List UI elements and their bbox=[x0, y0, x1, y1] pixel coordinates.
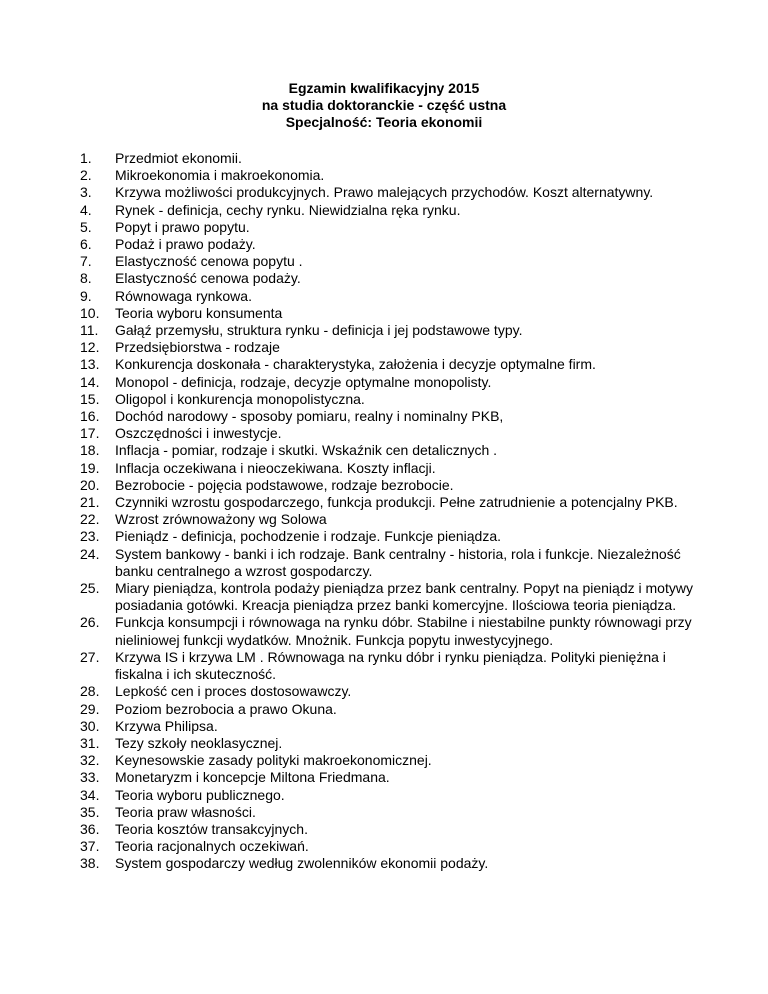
document-header bbox=[0, 80, 768, 131]
list-item-text: Pieniądz - definicja, pochodzenie i rodzaje. Funkcje pieniądza. bbox=[115, 528, 502, 545]
list-item bbox=[80, 752, 700, 769]
list-item bbox=[80, 511, 700, 528]
list-item bbox=[80, 855, 700, 872]
list-item-text: Krzywa Philipsa. bbox=[115, 717, 218, 734]
list-item-text: Czynniki wzrostu gospodarczego, funkcja produkcji. Pełne zatrudnienie a potencjalny PKB. bbox=[115, 494, 678, 511]
list-item bbox=[80, 184, 700, 201]
list-item-number: 36. bbox=[80, 820, 100, 837]
list-item-text: Gałąź przemysłu, struktura rynku - definicja i jej podstawowe typy. bbox=[115, 322, 523, 339]
list-item-number: 22. bbox=[80, 511, 100, 528]
list-item-text: Teoria kosztów transakcyjnych. bbox=[115, 820, 308, 837]
list-item-number: 6. bbox=[80, 236, 92, 253]
list-item-number: 23. bbox=[80, 528, 100, 545]
list-item bbox=[80, 253, 700, 270]
header-subtitle: na studia doktoranckie - część ustna bbox=[261, 97, 507, 113]
header-title: Egzamin kwalifikacyjny 2015 bbox=[288, 80, 480, 96]
list-item-number: 30. bbox=[80, 717, 100, 734]
list-item-text: Przedmiot ekonomii. bbox=[115, 150, 242, 166]
list-item bbox=[80, 769, 700, 786]
list-item bbox=[80, 735, 700, 752]
list-item-number: 15. bbox=[80, 390, 100, 407]
list-item bbox=[80, 270, 700, 287]
list-item bbox=[80, 821, 700, 838]
list-item-text: Bezrobocie - pojęcia podstawowe, rodzaje bezrobocie. bbox=[115, 476, 454, 493]
list-item bbox=[80, 477, 700, 494]
list-item-number: 17. bbox=[80, 425, 100, 442]
list-item-number: 35. bbox=[80, 803, 100, 820]
list-item bbox=[80, 425, 700, 442]
list-item bbox=[80, 649, 700, 683]
list-item-text: Miary pieniądza, kontrola podaży pieniądza przez bank centralny. Popyt na pieniądz i motywy posiadania gotówki. Kreacja pieniądza przez banki komercyjne. Ilościowa teoria pieniądza. bbox=[115, 580, 693, 614]
list-item-text: Monetaryzm i koncepcje Miltona Friedmana. bbox=[115, 769, 390, 786]
list-item bbox=[80, 546, 700, 580]
list-item-number: 37. bbox=[80, 838, 100, 855]
list-item-text: Inflacja oczekiwana i nieoczekiwana. Koszty inflacji. bbox=[115, 459, 436, 476]
list-item bbox=[80, 219, 700, 236]
list-item bbox=[80, 804, 700, 821]
list-item-text: Dochód narodowy - sposoby pomiaru, realny i nominalny PKB, bbox=[115, 408, 504, 425]
list-item-text: Wzrost zrównoważony wg Solowa bbox=[115, 511, 327, 528]
list-item-text: Keynesowskie zasady polityki makroekonomicznej. bbox=[115, 752, 432, 769]
list-item-number: 18. bbox=[80, 442, 100, 459]
list-item-text: Oligopol i konkurencja monopolistyczna. bbox=[115, 390, 365, 407]
list-item bbox=[80, 339, 700, 356]
list-item bbox=[80, 494, 700, 511]
list-item-number: 7. bbox=[80, 253, 92, 270]
list-item-number: 26. bbox=[80, 614, 100, 631]
list-item bbox=[80, 150, 700, 167]
list-item bbox=[80, 683, 700, 700]
list-item-number: 34. bbox=[80, 786, 100, 803]
list-item-text: Teoria praw własności. bbox=[115, 803, 256, 820]
list-item-number: 16. bbox=[80, 408, 100, 425]
list-item-text: Równowaga rynkowa. bbox=[115, 287, 252, 304]
list-item-text: Elastyczność cenowa podaży. bbox=[115, 270, 301, 287]
question-list bbox=[80, 150, 700, 873]
list-item-text: Tezy szkoły neoklasycznej. bbox=[115, 734, 283, 751]
list-item bbox=[80, 701, 700, 718]
list-item-number: 19. bbox=[80, 459, 100, 476]
list-item-number: 5. bbox=[80, 218, 92, 235]
list-item bbox=[80, 408, 700, 425]
list-item-text: Popyt i prawo popytu. bbox=[115, 218, 250, 235]
list-item-number: 25. bbox=[80, 580, 100, 597]
list-item-number: 33. bbox=[80, 769, 100, 786]
list-item bbox=[80, 305, 700, 322]
list-item bbox=[80, 202, 700, 219]
list-item-number: 27. bbox=[80, 648, 100, 665]
list-item-number: 24. bbox=[80, 545, 100, 562]
list-item bbox=[80, 787, 700, 804]
list-item-text: System gospodarczy według zwolenników ekonomii podaży. bbox=[115, 855, 489, 872]
list-item-text: Oszczędności i inwestycje. bbox=[115, 425, 282, 442]
list-item bbox=[80, 356, 700, 373]
list-item-number: 29. bbox=[80, 700, 100, 717]
list-item bbox=[80, 460, 700, 477]
list-item bbox=[80, 167, 700, 184]
list-item bbox=[80, 391, 700, 408]
list-item-number: 9. bbox=[80, 287, 92, 304]
list-item-number: 2. bbox=[80, 167, 92, 184]
list-item bbox=[80, 374, 700, 391]
list-item-text: Lepkość cen i proces dostosowawczy. bbox=[115, 683, 352, 700]
list-item-text: Mikroekonomia i makroekonomia. bbox=[115, 167, 325, 184]
list-item-number: 8. bbox=[80, 270, 92, 287]
header-specialty: Specjalność: Teoria ekonomii bbox=[285, 114, 483, 130]
list-item-number: 28. bbox=[80, 683, 100, 700]
list-item-number: 14. bbox=[80, 373, 100, 390]
list-item-text: Rynek - definicja, cechy rynku. Niewidzialna ręka rynku. bbox=[115, 201, 461, 218]
list-item-text: Inflacja - pomiar, rodzaje i skutki. Wskaźnik cen detalicznych . bbox=[115, 442, 498, 459]
list-item bbox=[80, 718, 700, 735]
list-item-number: 12. bbox=[80, 339, 100, 356]
list-item-number: 32. bbox=[80, 752, 100, 769]
list-item bbox=[80, 528, 700, 545]
list-item-number: 21. bbox=[80, 494, 100, 511]
list-item-text: Przedsiębiorstwa - rodzaje bbox=[115, 339, 280, 356]
list-item-text: Konkurencja doskonała - charakterystyka, założenia i decyzje optymalne firm. bbox=[115, 356, 596, 373]
list-item bbox=[80, 580, 700, 614]
list-item-number: 1. bbox=[80, 150, 92, 166]
list-item bbox=[80, 322, 700, 339]
list-item-text: Poziom bezrobocia a prawo Okuna. bbox=[115, 700, 337, 717]
list-item-text: Teoria racjonalnych oczekiwań. bbox=[115, 838, 309, 855]
list-item bbox=[80, 838, 700, 855]
list-item bbox=[80, 288, 700, 305]
list-item-text: Teoria wyboru konsumenta bbox=[115, 304, 283, 321]
list-item-text: Teoria wyboru publicznego. bbox=[115, 786, 285, 803]
list-item-text: Monopol - definicja, rodzaje, decyzje optymalne monopolisty. bbox=[115, 373, 492, 390]
list-item-number: 13. bbox=[80, 356, 100, 373]
list-item-number: 31. bbox=[80, 734, 100, 751]
list-item-text: Krzywa IS i krzywa LM . Równowaga na rynku dóbr i rynku pieniądza. Polityki pieniężna i fiskalna i ich skuteczność. bbox=[115, 648, 666, 683]
list-item-text: Funkcja konsumpcji i równowaga na rynku dóbr. Stabilne i niestabilne punkty równowagi przy nieliniowej funkcji wydatków. Mnożnik. Funkcja popytu inwestycyjnego. bbox=[115, 614, 692, 648]
list-item-number: 10. bbox=[80, 304, 100, 321]
list-item-number: 38. bbox=[80, 855, 100, 872]
list-item-number: 20. bbox=[80, 476, 100, 493]
list-item-text: Podaż i prawo podaży. bbox=[115, 236, 256, 253]
list-item bbox=[80, 442, 700, 459]
list-item-text: System bankowy - banki i ich rodzaje. Bank centralny - historia, rola i funkcje. Niezależność banku centralnego a wzrost gospodarczy. bbox=[115, 545, 681, 579]
list-item-number: 3. bbox=[80, 184, 92, 201]
list-item-number: 11. bbox=[80, 322, 99, 339]
list-item-number: 4. bbox=[80, 201, 92, 218]
list-item-text: Elastyczność cenowa popytu . bbox=[115, 253, 303, 270]
list-item bbox=[80, 236, 700, 253]
list-item-text: Krzywa możliwości produkcyjnych. Prawo malejących przychodów. Koszt alternatywny. bbox=[115, 184, 654, 201]
list-item bbox=[80, 614, 700, 648]
